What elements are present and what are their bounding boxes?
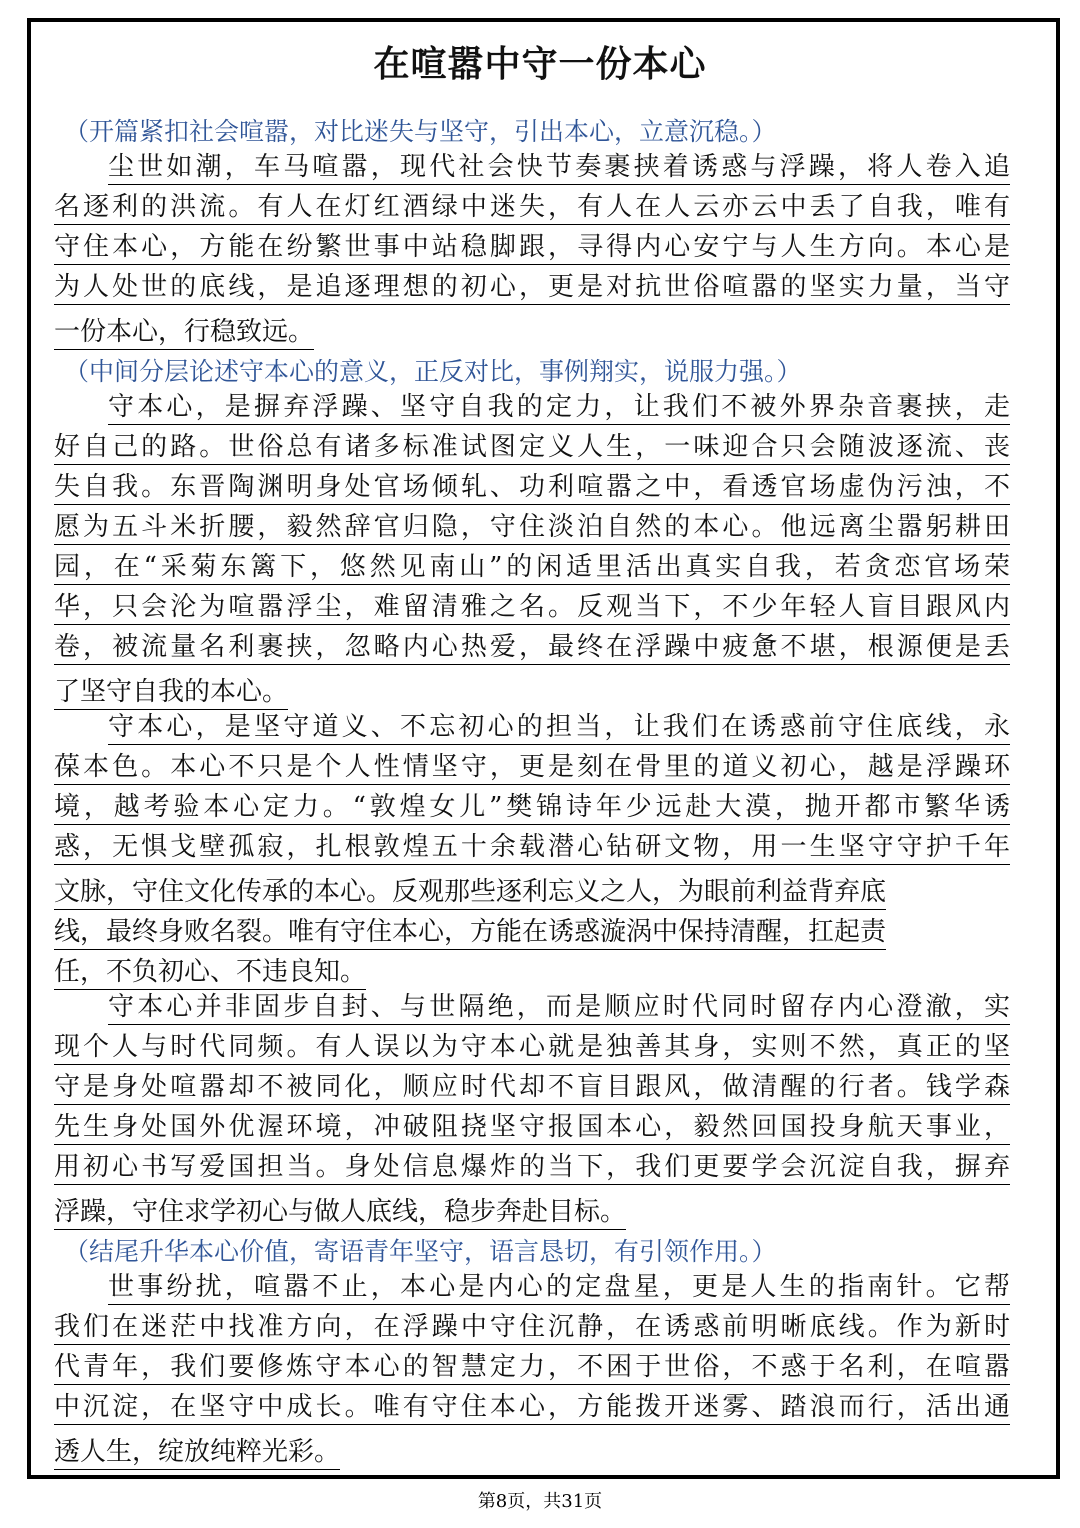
text-line: 尘世如潮，车马喧嚣，现代社会快节奏裹挟着诱惑与浮躁，将人卷入追 (54, 152, 1010, 192)
text-line: 惑，无惧戈壁孤寂，扎根敦煌五十余载潜心钻研文物，用一生坚守守护千年 (54, 832, 1010, 872)
text-line: 我们在迷茫中找准方向，在浮躁中守住沉静，在诱惑前明晰底线。作为新时 (54, 1312, 1010, 1352)
text-line: 守本心，是坚守道义、不忘初心的担当，让我们在诱惑前守住底线，永 (54, 712, 1010, 752)
annotation-note: （开篇紧扣社会喧嚣，对比迷失与坚守，引出本心，立意沉稳。） (64, 117, 777, 146)
text-line: 了坚守自我的本心。 (54, 672, 1010, 712)
text-line: 卷，被流量名利裹挟，忽略内心热爱，最终在浮躁中疲惫不堪，根源便是丢 (54, 632, 1010, 672)
text-line: 愿为五斗米折腰，毅然辞官归隐，守住淡泊自然的本心。他远离尘嚣躬耕田 (54, 512, 1010, 552)
text-line: 失自我。东晋陶渊明身处官场倾轧、功利喧嚣之中，看透官场虚伪污浊，不 (54, 472, 1010, 512)
text-line: 线，最终身败名裂。唯有守住本心，方能在诱惑漩涡中保持清醒，扛起责 (54, 912, 1010, 952)
text-line: 名逐利的洪流。有人在灯红酒绿中迷失，有人在人云亦云中丢了自我，唯有 (54, 192, 1010, 232)
text-line: 为人处世的底线，是追逐理想的初心，更是对抗世俗喧嚣的坚实力量，当守 (54, 272, 1010, 312)
text-line: 华，只会沦为喧嚣浮尘，难留清雅之名。反观当下，不少年轻人盲目跟风内 (54, 592, 1010, 632)
annotation-note: （结尾升华本心价值，寄语青年坚守，语言恳切，有引领作用。） (64, 1237, 777, 1266)
text-line: 用初心书写爱国担当。身处信息爆炸的当下，我们更要学会沉淀自我，摒弃 (54, 1152, 1010, 1192)
text-line: 葆本色。本心不只是个人性情坚守，更是刻在骨里的道义初心，越是浮躁环 (54, 752, 1010, 792)
text-line: 代青年，我们要修炼守本心的智慧定力，不困于世俗，不惑于名利，在喧嚣 (54, 1352, 1010, 1392)
text-line: 守本心，是摒弃浮躁、坚守自我的定力，让我们不被外界杂音裹挟，走 (54, 392, 1010, 432)
text-line: 好自己的路。世俗总有诸多标准试图定义人生，一味迎合只会随波逐流、丧 (54, 432, 1010, 472)
text-line: 透人生，绽放纯粹光彩。 (54, 1432, 1010, 1472)
text-line: 境，越考验本心定力。“敦煌女儿”樊锦诗年少远赴大漠，抛开都市繁华诱 (54, 792, 1010, 832)
text-line: 文脉，守住文化传承的本心。反观那些逐利忘义之人，为眼前利益背弃底 (54, 872, 1010, 912)
text-line: 守住本心，方能在纷繁世事中站稳脚跟，寻得内心安宁与人生方向。本心是 (54, 232, 1010, 272)
text-line: 任，不负初心、不违良知。 (54, 952, 1010, 992)
text-line: 先生身处国外优渥环境，冲破阻挠坚守报国本心，毅然回国投身航天事业， (54, 1112, 1010, 1152)
text-line: 守本心并非固步自封、与世隔绝，而是顺应时代同时留存内心澄澈，实 (54, 992, 1010, 1032)
text-line: 中沉淀，在坚守中成长。唯有守住本心，方能拨开迷雾、踏浪而行，活出通 (54, 1392, 1010, 1432)
annotation-note: （中间分层论述守本心的意义，正反对比，事例翔实，说服力强。） (64, 357, 802, 386)
text-line: 世事纷扰，喧嚣不止，本心是内心的定盘星，更是人生的指南针。它帮 (54, 1272, 1010, 1312)
text-line: 一份本心，行稳致远。 (54, 312, 1010, 352)
text-line: 浮躁，守住求学初心与做人底线，稳步奔赴目标。 (54, 1192, 1010, 1232)
essay-title: 在喧嚣中守一份本心 (373, 44, 707, 85)
page-number: 第8页，共31页 (477, 1491, 603, 1512)
essay-body (54, 112, 1010, 1472)
text-line: 守是身处喧嚣却不被同化，顺应时代却不盲目跟风，做清醒的行者。钱学森 (54, 1072, 1010, 1112)
text-line: 园，在“采菊东篱下，悠然见南山”的闲适里活出真实自我，若贪恋官场荣 (54, 552, 1010, 592)
text-line: 现个人与时代同频。有人误以为守本心就是独善其身，实则不然，真正的坚 (54, 1032, 1010, 1072)
